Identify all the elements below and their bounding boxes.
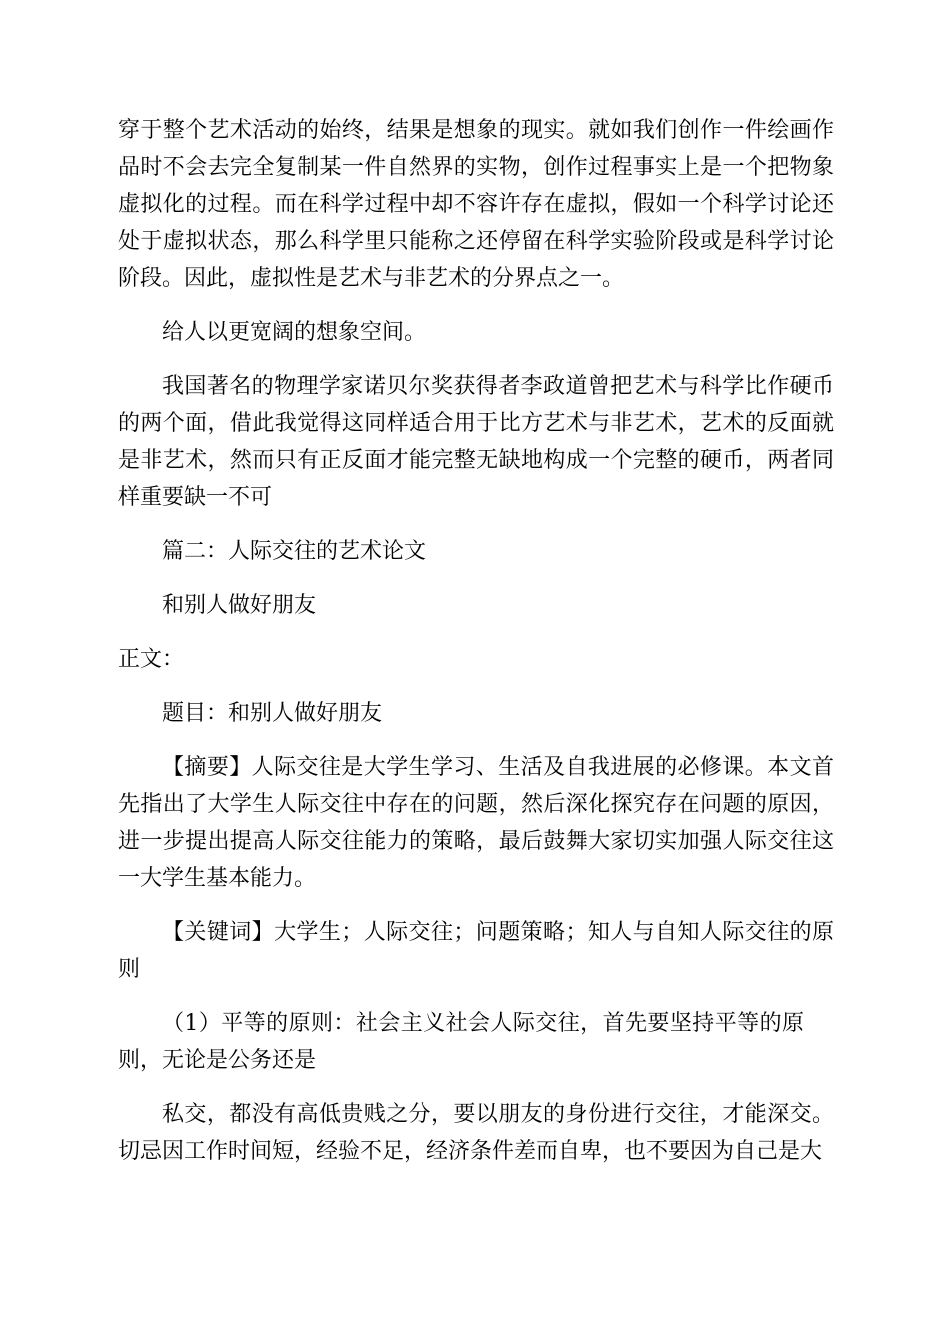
body-label: 正文： <box>118 647 185 672</box>
paragraph-virtuality: 穿于整个艺术活动的始终，结果是想象的现实。就如我们创作一件绘画作品时不会去完全复制某一件自然界的实物，创作过程事实上是一个把物象虚拟化的过程。而在科学过程中却不容许存在虚拟，假如一个科学讨论还处于虚拟状态，那么科学里只能称之还停留在科学实验阶段或是科学讨论阶段。因此，虚拟性是艺术与非艺术的分界点之一。 <box>118 118 834 291</box>
paragraph-coin-analogy: 我国著名的物理学家诺贝尔奖获得者李政道曾把艺术与科学比作硬币的两个面，借此我觉得这同样适合用于比方艺术与非艺术，艺术的反面就是非艺术，然而只有正反面才能完整无缺地构成一个完整的硬币，两者同样重要缺一不可 <box>118 374 834 510</box>
paragraph-imagination-space: 给人以更宽阔的想象空间。 <box>162 320 427 345</box>
paragraph-private-interaction: 私交，都没有高低贵贱之分，要以朋友的身份进行交往，才能深交。切忌因工作时间短，经验不足，经济条件差而自卑，也不要因为自己是大 <box>118 1102 834 1164</box>
abstract-paragraph: 【摘要】人际交往是大学生学习、生活及自我进展的必修课。本文首先指出了大学生人际交往中存在的问题，然后深化探究存在问题的原因，进一步提出提高人际交往能力的策略，最后鼓舞大家切实加强人际交往这一大学生基本能力。 <box>118 755 834 891</box>
topic-line: 题目：和别人做好朋友 <box>162 701 383 726</box>
section-heading-part-two: 篇二：人际交往的艺术论文 <box>162 539 427 564</box>
principle-equality: （1）平等的原则：社会主义社会人际交往，首先要坚持平等的原则，无论是公务还是 <box>118 1011 804 1073</box>
keywords-paragraph: 【关键词】大学生；人际交往；问题策略；知人与自知人际交往的原则 <box>118 920 834 982</box>
subtitle: 和别人做好朋友 <box>162 593 317 618</box>
document-body <box>118 112 834 1170</box>
